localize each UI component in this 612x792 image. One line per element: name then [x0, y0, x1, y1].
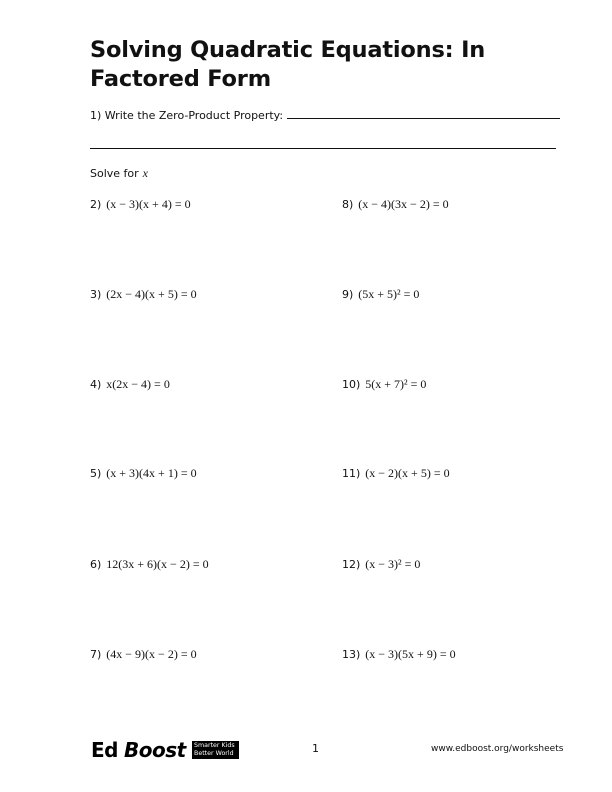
problem-number: 2) — [90, 198, 102, 211]
problem-number: 12) — [342, 558, 361, 571]
instructions-text: Solve for — [90, 167, 139, 180]
problem-equation: (x − 3)(5x + 9) = 0 — [365, 647, 456, 661]
problem-number: 6) — [90, 558, 102, 571]
logo-tagline-box — [192, 741, 239, 759]
problem-7 — [90, 647, 197, 662]
question-1-text: 1) Write the Zero-Product Property: — [90, 109, 284, 122]
problem-8 — [342, 197, 449, 212]
problem-equation: x(2x − 4) = 0 — [106, 377, 170, 391]
problem-equation: (x + 3)(4x + 1) = 0 — [106, 466, 197, 480]
problem-number: 7) — [90, 648, 102, 661]
problem-number: 10) — [342, 378, 361, 391]
problem-equation: (x − 3)(x + 4) = 0 — [106, 197, 191, 211]
footer-url: www.edboost.org/worksheets — [431, 744, 564, 754]
problem-number: 3) — [90, 288, 102, 301]
problem-number: 9) — [342, 288, 354, 301]
question-1 — [90, 108, 560, 122]
problem-10 — [342, 377, 426, 392]
problem-number: 4) — [90, 378, 102, 391]
page-title: Solving Quadratic Equations: In Factored Form — [90, 37, 486, 92]
problem-number: 5) — [90, 467, 102, 480]
problem-13 — [342, 647, 456, 662]
problem-equation: (x − 4)(3x − 2) = 0 — [358, 197, 449, 211]
answer-blank-full — [90, 148, 556, 149]
problem-2 — [90, 197, 191, 212]
problem-5 — [90, 466, 197, 481]
problem-equation: (x − 2)(x + 5) = 0 — [365, 466, 450, 480]
instructions-variable: x — [142, 166, 148, 180]
problem-3 — [90, 287, 197, 302]
logo-tagline-2: Better World — [194, 750, 234, 757]
problem-equation: 12(3x + 6)(x − 2) = 0 — [106, 557, 209, 571]
problem-number: 13) — [342, 648, 361, 661]
problem-equation: 5(x + 7)² = 0 — [365, 377, 427, 391]
problem-number: 8) — [342, 198, 354, 211]
problem-12 — [342, 557, 420, 572]
logo-boost-text: Boost — [124, 738, 186, 762]
problem-11 — [342, 466, 450, 481]
problem-number: 11) — [342, 467, 361, 480]
logo-ed-text: Ed — [91, 738, 118, 762]
problem-4 — [90, 377, 170, 392]
page-number: 1 — [312, 742, 319, 755]
problem-equation: (x − 3)² = 0 — [365, 557, 421, 571]
problem-9 — [342, 287, 419, 302]
answer-blank-inline — [287, 108, 560, 119]
problem-equation: (5x + 5)² = 0 — [358, 287, 420, 301]
problem-6 — [90, 557, 209, 572]
problem-equation: (4x − 9)(x − 2) = 0 — [106, 647, 197, 661]
logo-tagline-1: Smarter Kids — [194, 742, 235, 749]
problem-equation: (2x − 4)(x + 5) = 0 — [106, 287, 197, 301]
instructions — [90, 166, 148, 181]
